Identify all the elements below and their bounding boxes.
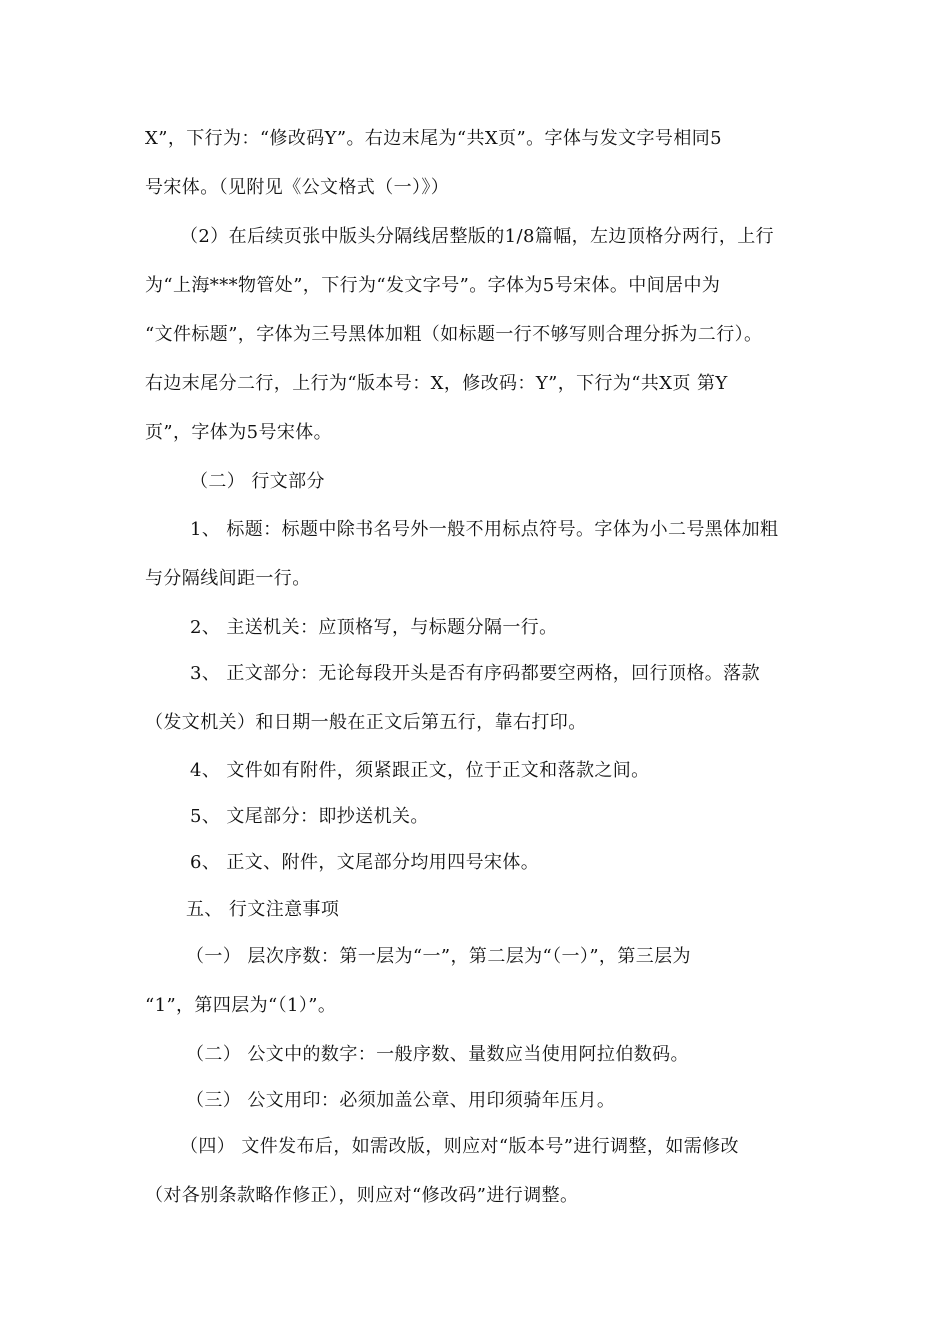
text-line: 6、 正文、附件，文尾部分均用四号宋体。 bbox=[190, 852, 540, 873]
text-line: （发文机关）和日期一般在正文后第五行，靠右打印。 bbox=[145, 712, 587, 733]
text-line: 为“上海***物管处”，下行为“发文字号”。字体为5号宋体。中间居中为 bbox=[145, 275, 721, 296]
text-line: 页”，字体为5号宋体。 bbox=[145, 422, 333, 443]
text-line: （二） 公文中的数字：一般序数、量数应当使用阿拉伯数码。 bbox=[186, 1044, 689, 1065]
text-line: 右边末尾分二行，上行为“版本号：X，修改码：Y”，下行为“共X页 第Y bbox=[145, 373, 728, 394]
text-line: 4、 文件如有附件，须紧跟正文，位于正文和落款之间。 bbox=[190, 760, 650, 781]
text-line: （2）在后续页张中版头分隔线居整版的1/8篇幅，左边顶格分两行，上行 bbox=[180, 226, 775, 247]
text-line: 2、 主送机关：应顶格写，与标题分隔一行。 bbox=[190, 617, 558, 638]
text-line: 1、 标题：标题中除书名号外一般不用标点符号。字体为小二号黑体加粗 bbox=[190, 519, 779, 540]
text-line: （四） 文件发布后，如需改版，则应对“版本号”进行调整，如需修改 bbox=[180, 1136, 739, 1157]
section-heading: 五、 行文注意事项 bbox=[186, 899, 340, 920]
text-line: X”，下行为：“修改码Y”。右边末尾为“共X页”。字体与发文字号相同5 bbox=[145, 128, 722, 149]
text-line: “文件标题”，字体为三号黑体加粗（如标题一行不够写则合理分拆为二行）。 bbox=[145, 324, 763, 345]
text-line: 号宋体。（见附见《公文格式（一）》） bbox=[145, 177, 450, 198]
text-line: 5、 文尾部分：即抄送机关。 bbox=[190, 806, 429, 827]
text-line: 与分隔线间距一行。 bbox=[145, 568, 311, 589]
text-line: （三） 公文用印：必须加盖公章、用印须骑年压月。 bbox=[186, 1090, 616, 1111]
text-line: “1”，第四层为“（1）”。 bbox=[145, 995, 337, 1016]
text-line: （一） 层次序数：第一层为“一”，第二层为“（一）”，第三层为 bbox=[186, 946, 691, 967]
text-line: 3、 正文部分：无论每段开头是否有序码都要空两格，回行顶格。落款 bbox=[190, 663, 760, 684]
text-line: （对各别条款略作修正），则应对“修改码”进行调整。 bbox=[145, 1185, 579, 1206]
section-heading: （二） 行文部分 bbox=[190, 471, 325, 492]
